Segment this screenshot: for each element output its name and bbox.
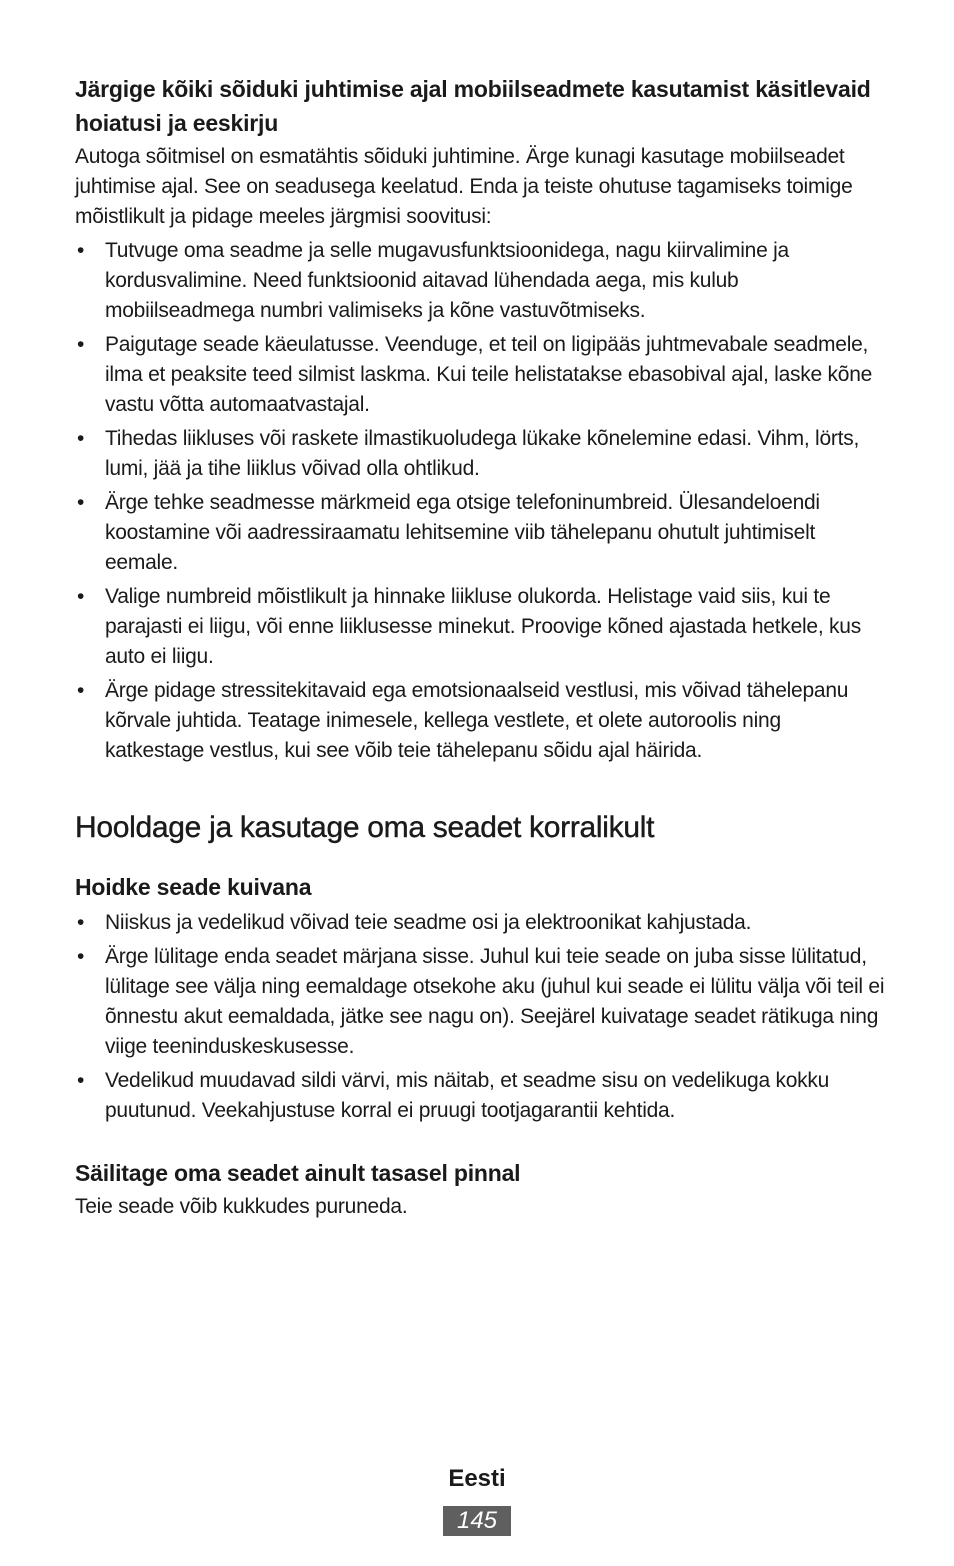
list-item xyxy=(75,582,885,672)
bullet-icon: • xyxy=(77,333,85,356)
intro-paragraph: Autoga sõitmisel on esmatähtis sõiduki juhtimine. Ärge kunagi kasutage mobiilseadet juhtimise ajal. See on seadusega keelatud. Enda ja teiste ohutuse tagamiseks toimige mõistlikult ja pidage meeles järgmisi soovitusi: xyxy=(75,145,853,228)
list-item-text: Ärge pidage stressitekitavaid ega emotsionaalseid vestlusi, mis võivad tähelepanu kõrvale juhtida. Teatage inimesele, kellega vestlete, et olete autoroolis ning katkestage vestlus, kui see võib teie tähelepanu sõidu ajal häirida. xyxy=(105,679,849,762)
list-item xyxy=(75,1066,885,1126)
list-item xyxy=(75,236,885,326)
intro-heading: Järgige kõiki sõiduki juhtimise ajal mobiilseadmete kasutamist käsitlevaid hoiatusi ja eeskirju xyxy=(75,76,871,136)
bullet-icon: • xyxy=(77,945,85,968)
list-item xyxy=(75,330,885,420)
list-item-text: Ärge tehke seadmesse märkmeid ega otsige telefoninumbreid. Ülesandeloendi koostamine või aadressiraamatu lehitsemine viib tähelepanu ohutult juhtimiselt eemale. xyxy=(105,491,820,574)
list-item-text: Tutvuge oma seadme ja selle mugavusfunktsioonidega, nagu kiirvalimine ja kordusvalimine. Need funktsioonid aitavad lühendada aega, mis kulub mobiilseadmega numbri valimiseks ja kõne vastuvõtmiseks. xyxy=(105,239,789,322)
intro-bullet-list xyxy=(75,236,885,766)
bullet-icon: • xyxy=(77,679,85,702)
bullet-icon: • xyxy=(77,239,85,262)
list-item-text: Paigutage seade käeulatusse. Veenduge, et teil on ligipääs juhtmevabale seadmele, ilma et peaksite teed silmist laskma. Kui teile helistatakse ebasobival ajal, laske kõne vastu võtta automaatvastajal. xyxy=(105,333,873,416)
flat-surface-paragraph: Teie seade võib kukkudes puruneda. xyxy=(75,1195,408,1218)
list-item-text: Tihedas liikluses või raskete ilmastikuoludega lükake kõnelemine edasi. Vihm, lörts, lumi, jää ja tihe liiklus võivad olla ohtlikud. xyxy=(105,427,860,480)
list-item xyxy=(75,488,885,578)
bullet-icon: • xyxy=(77,491,85,514)
list-item xyxy=(75,424,885,484)
bullet-icon: • xyxy=(77,1069,85,1092)
section-title: Hooldage ja kasutage oma seadet korralikult xyxy=(75,811,655,844)
dry-heading: Hoidke seade kuivana xyxy=(75,874,312,900)
bullet-icon: • xyxy=(77,585,85,608)
list-item-text: Vedelikud muudavad sildi värvi, mis näitab, et seadme sisu on vedelikuga kokku puutunud. Veekahjustuse korral ei pruugi tootjagarantii kehtida. xyxy=(105,1069,830,1122)
flat-surface-heading: Säilitage oma seadet ainult tasasel pinnal xyxy=(75,1160,521,1186)
bullet-icon: • xyxy=(77,911,85,934)
list-item xyxy=(75,676,885,766)
dry-bullet-list xyxy=(75,908,885,1126)
list-item-text: Ärge lülitage enda seadet märjana sisse. Juhul kui teie seade on juba sisse lülitatud, lülitage see välja ning eemaldage otsekohe aku (juhul kui seade ei lülitu välja või teil ei õnnestu akut eemaldada, jätke see nagu on). Seejärel kuivatage seadet rätikuga ning viige teeninduskeskusesse. xyxy=(105,945,885,1058)
list-item xyxy=(75,942,885,1062)
list-item-text: Niiskus ja vedelikud võivad teie seadme osi ja elektroonikat kahjustada. xyxy=(105,911,752,934)
page-content xyxy=(75,72,885,1222)
list-item-text: Valige numbreid mõistlikult ja hinnake liikluse olukorda. Helistage vaid siis, kui te parajasti ei liigu, või enne liiklusesse minekut. Proovige kõned ajastada hetkele, kus auto ei liigu. xyxy=(105,585,861,668)
footer-language: Eesti xyxy=(448,1465,506,1492)
list-item xyxy=(75,908,885,938)
bullet-icon: • xyxy=(77,427,85,450)
page-number-badge: 145 xyxy=(443,1506,511,1536)
